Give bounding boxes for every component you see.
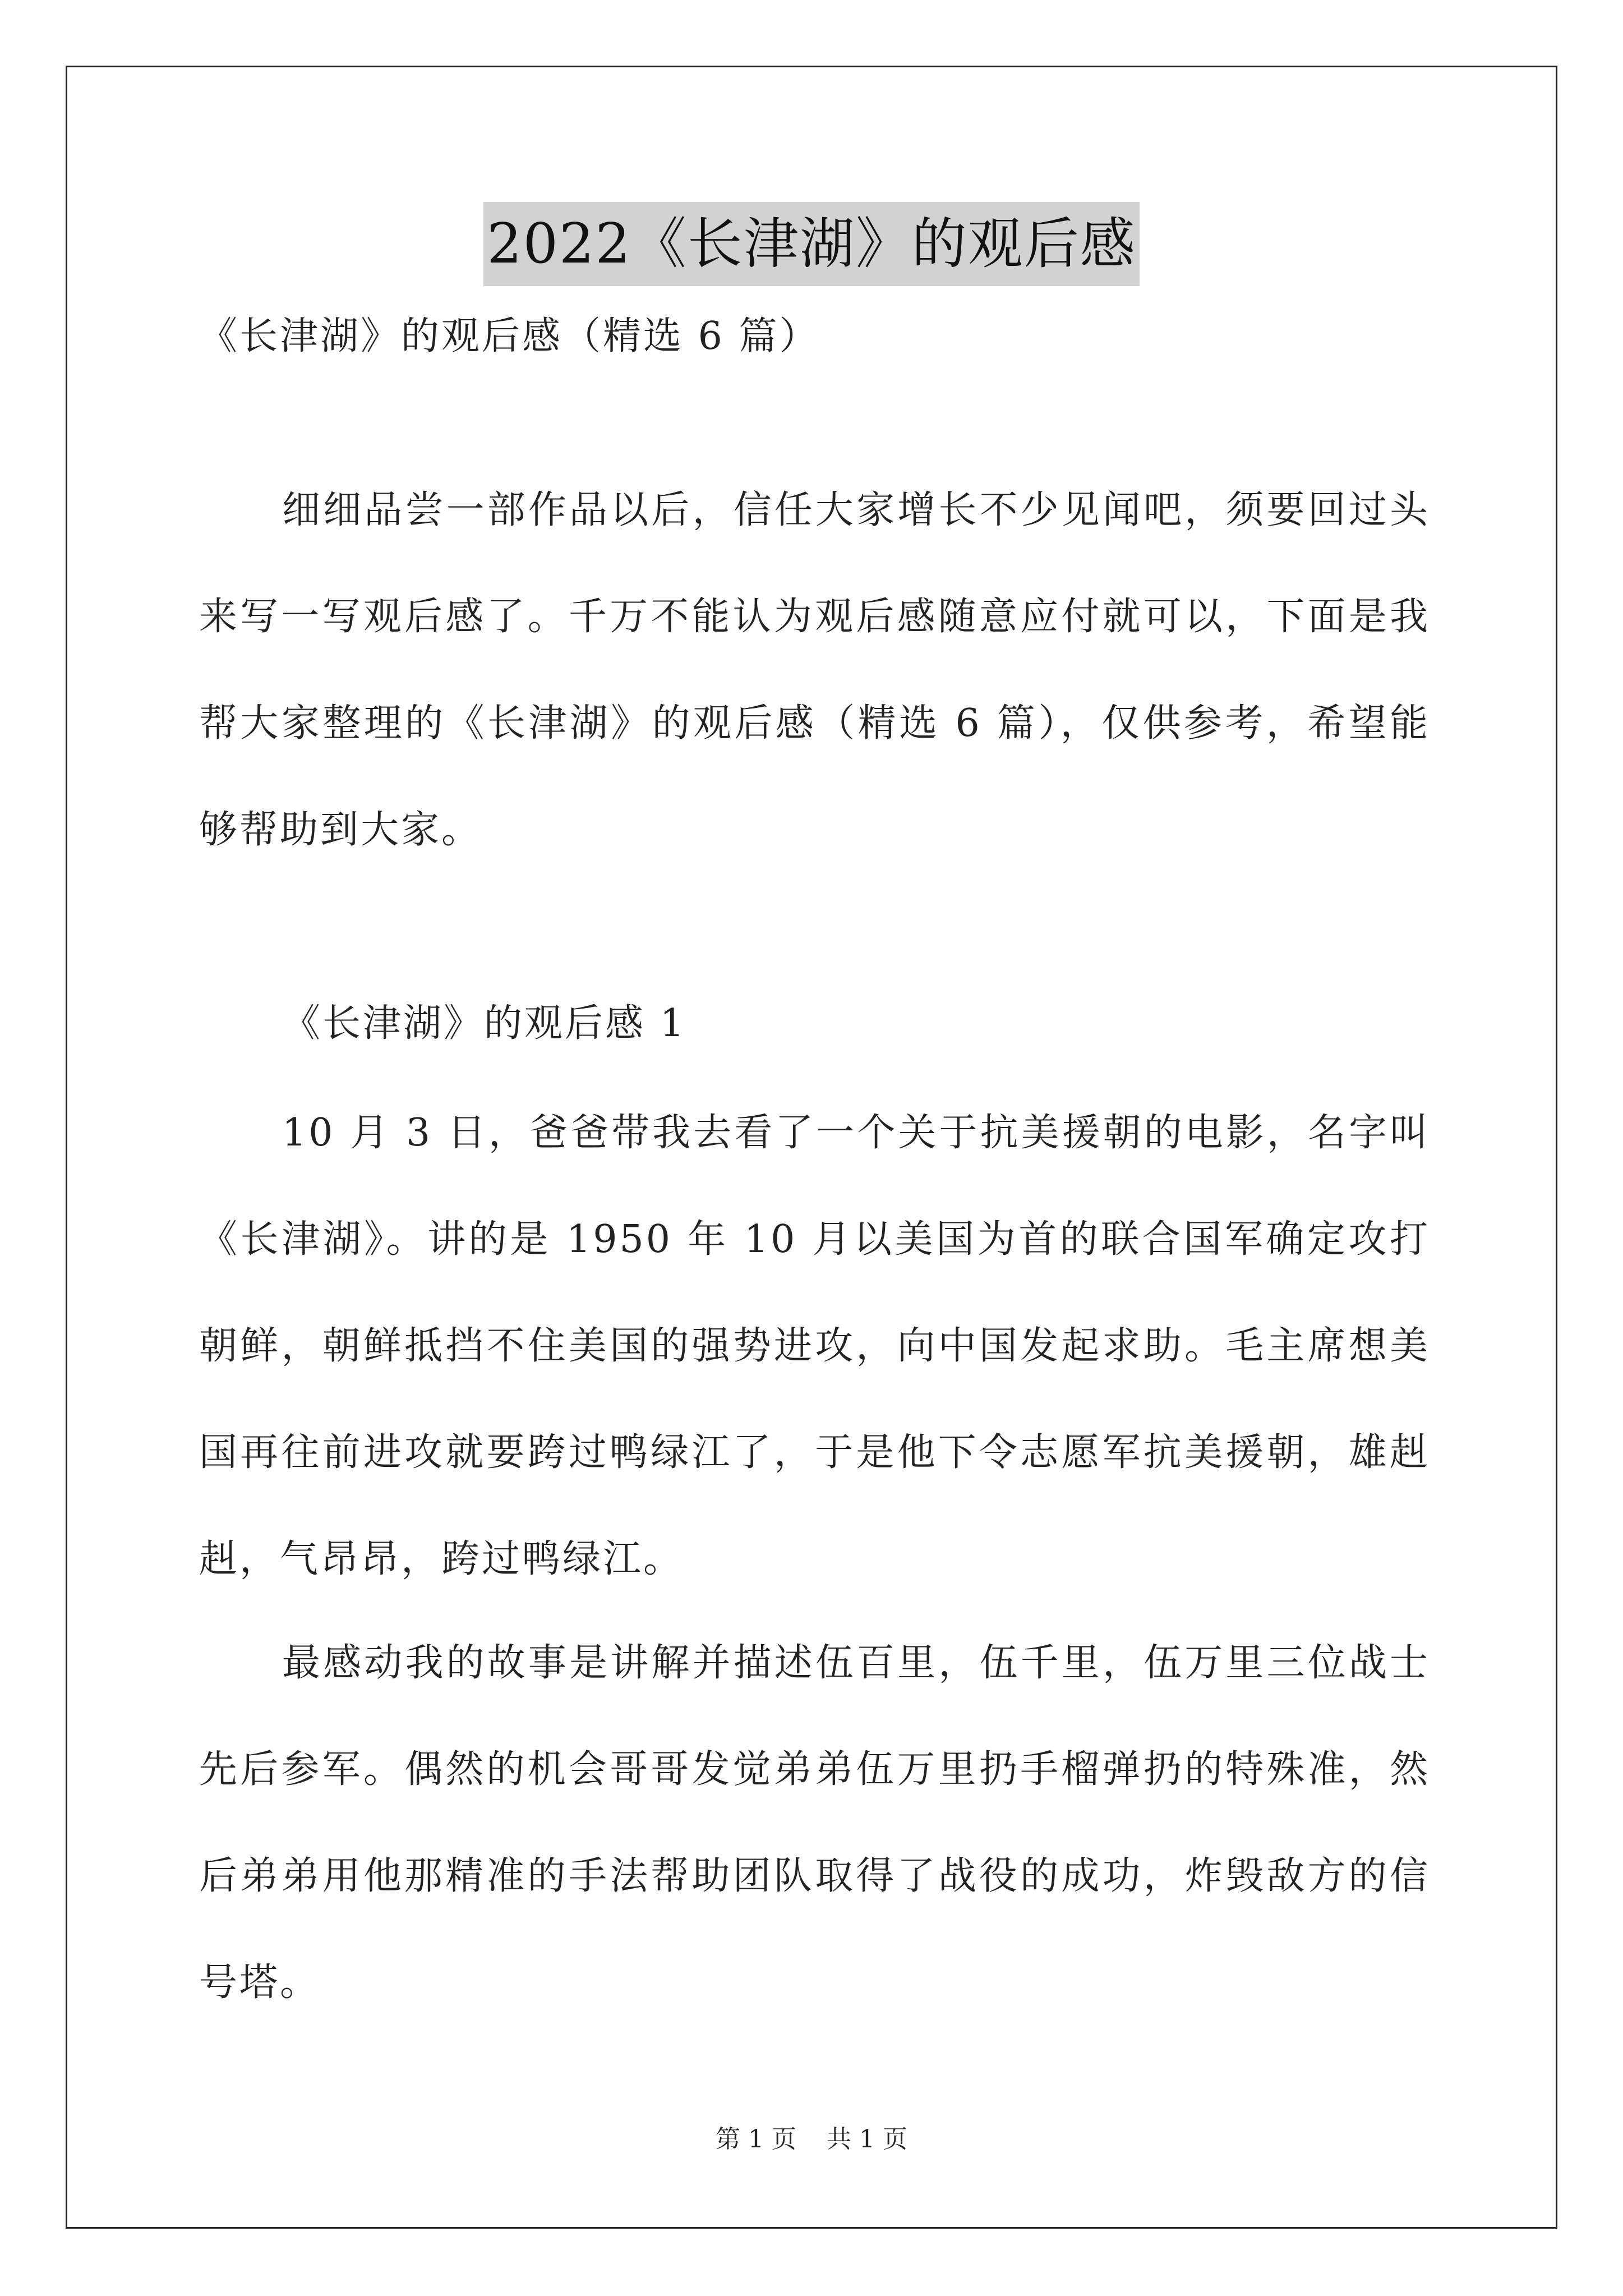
body-paragraph: 最感动我的故事是讲解并描述伍百里，伍千里，伍万里三位战士先后参军。偶然的机会哥哥发觉弟弟伍万里扔手榴弹扔的特殊准，然后弟弟用他那精准的手法帮助团队取得了战役的成功，炸毁敌方的信号塔。 [199,1641,1430,2005]
title-container [0,202,1623,286]
document-title: 2022《长津湖》的观后感 [483,202,1139,286]
intro-paragraph: 细细品尝一部作品以后，信任大家增长不少见闻吧，须要回过头来写一写观后感了。千万不能认为观后感随意应付就可以，下面是我帮大家整理的《长津湖》的观后感（精选 6 篇），仅供参考，希望能够帮助到大家。 [199,488,1430,852]
page-total: 共 1 页 [827,2125,907,2154]
page-number: 第 1 页 [716,2125,796,2154]
page-footer [0,2123,1623,2156]
body-paragraph: 10 月 3 日，爸爸带我去看了一个关于抗美援朝的电影，名字叫《长津湖》。讲的是 1950 年 10 月以美国为首的联合国军确定攻打朝鲜，朝鲜抵挡不住美国的强势进攻，向中国发起求助。毛主席想美国再往前进攻就要跨过鸭绿江了，于是他下令志愿军抗美援朝，雄赳赳，气昂昂，跨过鸭绿江。 [199,1111,1430,1581]
document-subtitle: 《长津湖》的观后感（精选 6 篇） [199,314,820,358]
section-heading: 《长津湖》的观后感 1 [282,1001,686,1046]
